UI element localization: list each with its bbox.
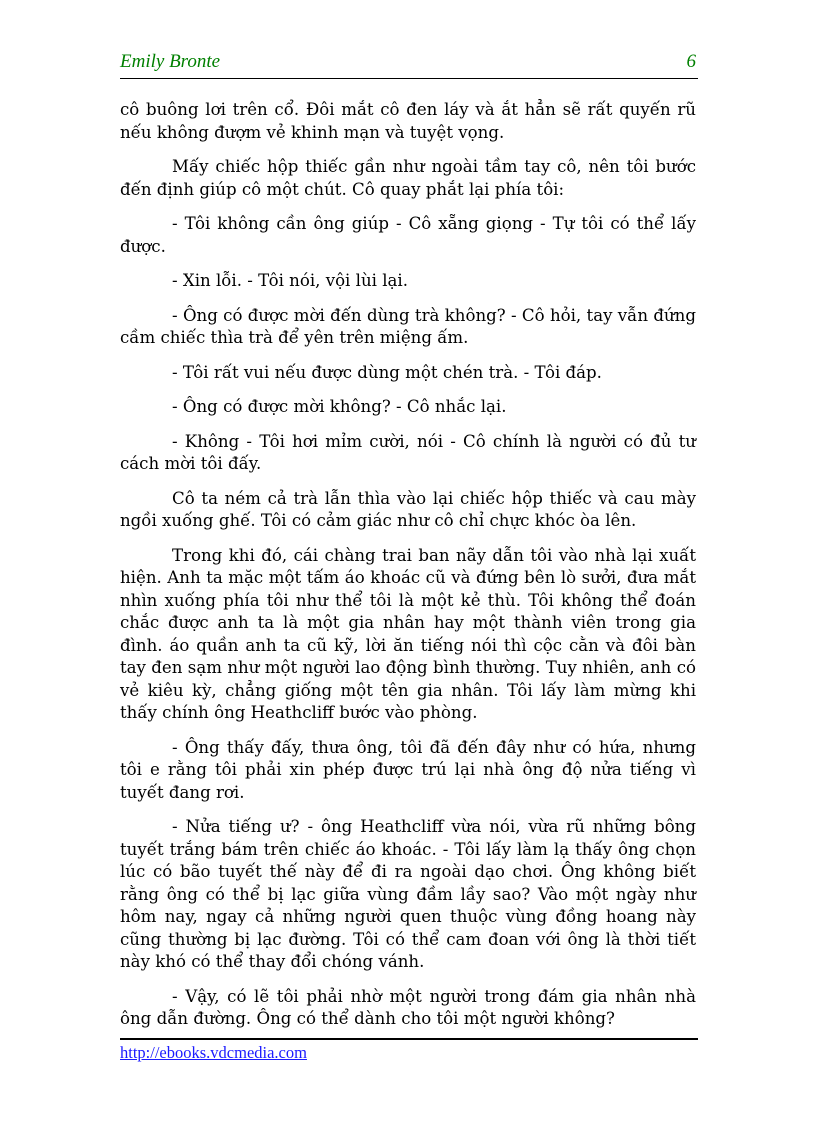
paragraph: cô buông lơi trên cổ. Đôi mắt cô đen láy và ắt hẳn sẽ rất quyến rũ nếu không đượm vẻ khinh mạn và tuyệt vọng.: [120, 100, 696, 142]
page-number: 6: [686, 51, 696, 72]
page-body: [120, 99, 696, 1043]
paragraph: - Không - Tôi hơi mỉm cười, nói - Cô chính là người có đủ tư cách mời tôi đấy.: [120, 431, 696, 473]
book-author-title: Emily Bronte: [120, 51, 221, 72]
page-header: [120, 50, 698, 74]
paragraph: - Vậy, có lẽ tôi phải nhờ một người trong đám gia nhân nhà ông dẫn đường. Ông có thể dành cho tôi một người không?: [120, 986, 696, 1028]
paragraph: - Xin lỗi. - Tôi nói, vội lùi lại.: [172, 271, 408, 290]
paragraph: - Nửa tiếng ư? - ông Heathcliff vừa nói, vừa rũ những bông tuyết trắng bám trên chiếc áo khoác. - Tôi lấy làm lạ thấy ông chọn lúc có bão tuyết thế này để đi ra ngoài dạo chơi. Ông không biết rằng ông có thể bị lạc giữa vùng đầm lầy sao? Vào một ngày như hôm nay, ngay cả những người quen thuộc vùng đồng hoang này cũng thường bị lạc đường. Tôi có thể cam đoan với ông là thời tiết này khó có thể thay đổi chóng vánh.: [120, 817, 696, 971]
paragraph: Mấy chiếc hộp thiếc gần như ngoài tầm tay cô, nên tôi bước đến định giúp cô một chút. Cô quay phắt lại phía tôi:: [120, 157, 696, 199]
paragraph: - Tôi không cần ông giúp - Cô xẵng giọng - Tự tôi có thể lấy được.: [120, 214, 696, 256]
paragraph: - Ông thấy đấy, thưa ông, tôi đã đến đây như có hứa, nhưng tôi e rằng tôi phải xin phép được trú lại nhà ông độ nửa tiếng vì tuyết đang rơi.: [120, 737, 696, 802]
paragraph: - Ông có được mời đến dùng trà không? - Cô hỏi, tay vẫn đứng cầm chiếc thìa trà để yên trên miệng ấm.: [120, 305, 696, 347]
footer-divider: [120, 1038, 698, 1040]
paragraph: - Ông có được mời không? - Cô nhắc lại.: [172, 397, 507, 416]
paragraph: Trong khi đó, cái chàng trai ban nãy dẫn tôi vào nhà lại xuất hiện. Anh ta mặc một tấm áo khoác cũ và đứng bên lò sưởi, đưa mắt nhìn xuống phía tôi như thể tôi là một kẻ thù. Tôi không thể đoán chắc được anh ta là một gia nhân hay một thành viên trong gia đình. áo quần anh ta cũ kỹ, lời ăn tiếng nói thì cộc cằn và đôi bàn tay đen sạm như một người lao động bình thường. Tuy nhiên, anh có vẻ kiêu kỳ, chẳng giống một tên gia nhân. Tôi lấy làm mừng khi thấy chính ông Heathcliff bước vào phòng.: [120, 545, 696, 722]
source-url-link[interactable]: http://ebooks.vdcmedia.com: [120, 1043, 307, 1062]
paragraph: - Tôi rất vui nếu được dùng một chén trà. - Tôi đáp.: [172, 362, 602, 382]
header-divider: [120, 78, 698, 79]
paragraph: Cô ta ném cả trà lẫn thìa vào lại chiếc hộp thiếc và cau mày ngồi xuống ghế. Tôi có cảm giác như cô chỉ chực khóc òa lên.: [120, 488, 696, 530]
